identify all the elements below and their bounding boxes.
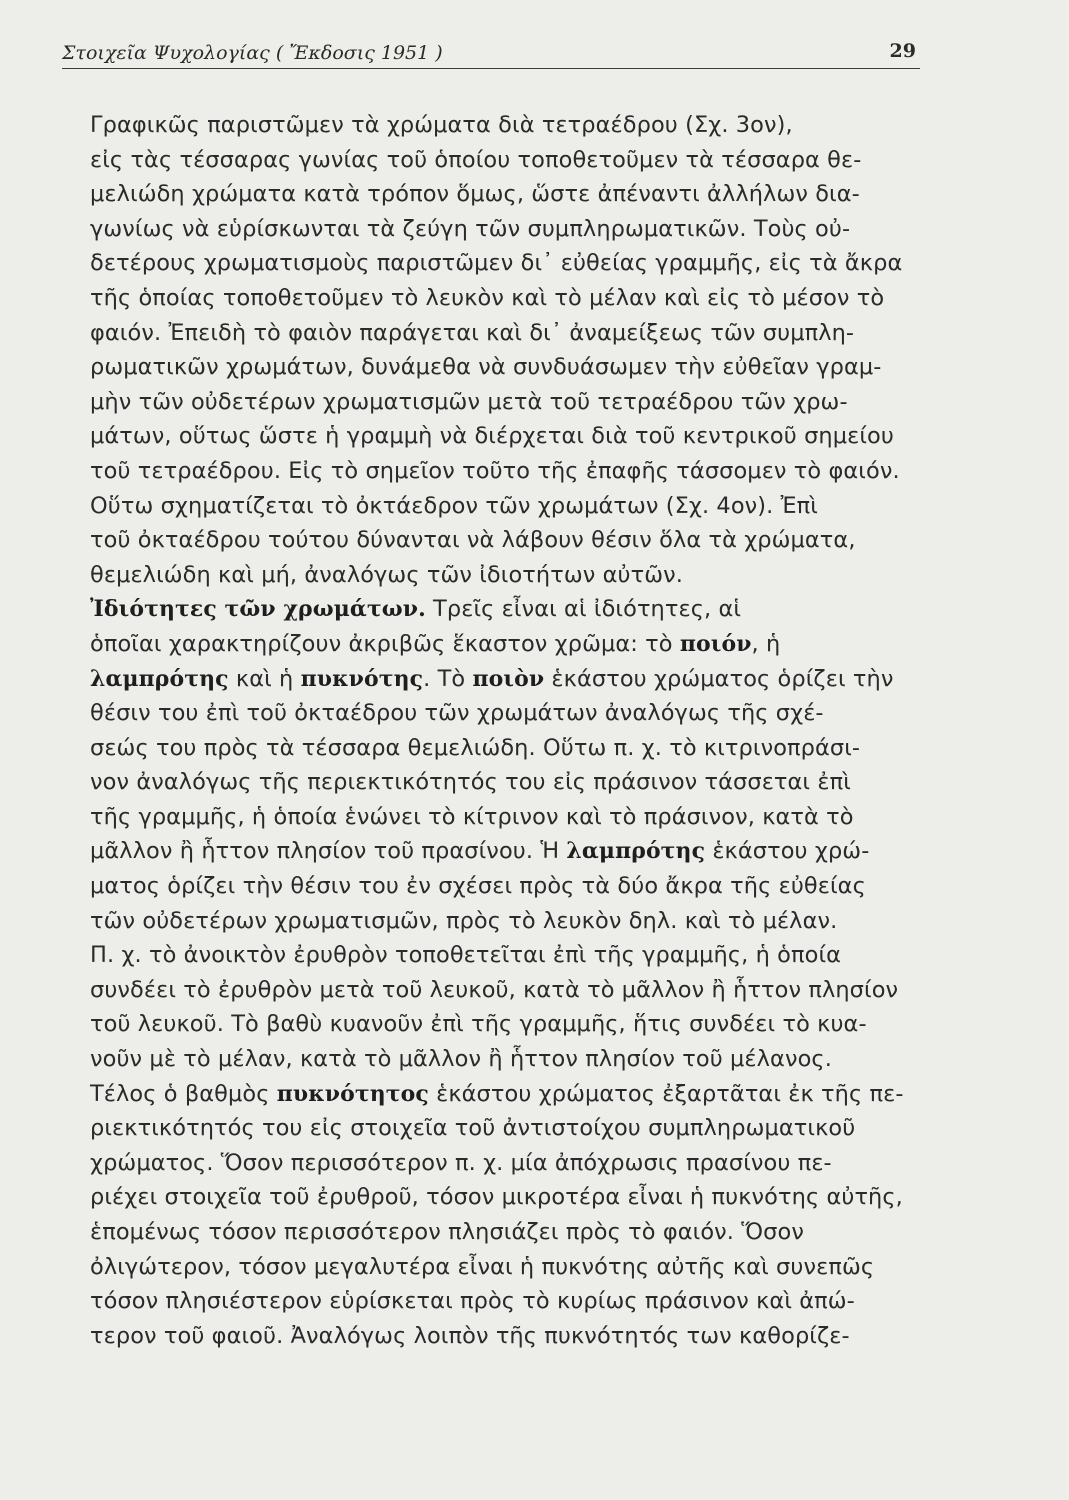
text-line xyxy=(90,212,948,247)
text-line xyxy=(90,350,948,385)
bold-term: ποιόν xyxy=(679,630,752,657)
text-line xyxy=(90,489,948,524)
text-run: εἰς τὰς τέσσαρας γωνίας τοῦ ὁποίου τοποθετοῦμεν τὰ τέσσαρα θε- xyxy=(90,146,862,173)
text-line xyxy=(90,1180,948,1215)
text-line xyxy=(90,1146,948,1181)
text-run: ματος ὁρίζει τὴν θέσιν του ἐν σχέσει πρὸς τὰ δύο ἄκρα τῆς εὐθείας xyxy=(90,873,866,900)
text-run: ἑκάστου χρώματος ἐξαρτᾶται ἐκ τῆς πε- xyxy=(428,1080,904,1107)
text-line xyxy=(90,696,948,731)
body-text xyxy=(90,108,950,1353)
text-line xyxy=(90,627,948,662)
text-run: δετέρους χρωματισμοὺς παριστῶμεν δι᾿ εὐθείας γραμμῆς, εἰς τὰ ἄκρα xyxy=(90,250,903,277)
text-run: νον ἀναλόγως τῆς περιεκτικότητός του εἰς πράσινον τάσσεται ἐπὶ xyxy=(90,769,851,796)
text-run: Π. χ. τὸ ἀνοικτὸν ἐρυθρὸν τοποθετεῖται ἐπὶ τῆς γραμμῆς, ἡ ὁποία xyxy=(90,942,842,969)
text-run: τῶν οὐδετέρων χρωματισμῶν, πρὸς τὸ λευκὸν δηλ. καὶ τὸ μέλαν. xyxy=(90,907,838,934)
text-run: ὁποῖαι χαρακτηρίζουν ἀκριβῶς ἕκαστον χρῶμα: τὸ xyxy=(90,630,680,657)
text-run: τοῦ ὀκταέδρου τούτου δύνανται νὰ λάβουν θέσιν ὅλα τὰ χρώματα, xyxy=(90,527,856,554)
bold-term: λαμπρότης xyxy=(566,838,706,865)
text-run: , ἡ xyxy=(751,630,781,657)
text-line xyxy=(90,558,948,593)
text-run: καὶ ἡ xyxy=(228,665,301,692)
bold-term: πυκνότης xyxy=(300,665,424,692)
bold-term: Ἰδιότητες τῶν χρωμάτων. xyxy=(90,596,426,623)
text-line xyxy=(90,316,948,351)
bold-term: πυκνότητος xyxy=(276,1080,429,1107)
text-line xyxy=(90,800,948,835)
running-header xyxy=(62,40,920,69)
text-run: τοῦ τετραέδρου. Εἰς τὸ σημεῖον τοῦτο τῆς ἐπαφῆς τάσσομεν τὸ φαιόν. xyxy=(90,457,900,484)
text-line xyxy=(90,523,948,558)
text-line xyxy=(90,731,948,766)
text-run: συνδέει τὸ ἐρυθρὸν μετὰ τοῦ λευκοῦ, κατὰ τὸ μᾶλλον ἢ ἧττον πλησίον xyxy=(90,976,899,1003)
text-run: ἑκάστου χρώ- xyxy=(705,838,870,865)
text-run: Οὕτω σχηματίζεται τὸ ὀκτάεδρον τῶν χρωμάτων (Σχ. 4ον). Ἐπὶ xyxy=(90,492,818,519)
text-line xyxy=(90,246,948,281)
header-title: Στοιχεῖα Ψυχολογίας ( Ἔκδοσις 1951 ) xyxy=(62,42,443,64)
text-line xyxy=(90,1111,948,1146)
text-run: τερον τοῦ φαιοῦ. Ἀναλόγως λοιπὸν τῆς πυκνότητός των καθορίζε- xyxy=(90,1322,850,1349)
text-run: ριέχει στοιχεῖα τοῦ ἐρυθροῦ, τόσον μικροτέρα εἶναι ἡ πυκνότης αὐτῆς, xyxy=(90,1184,903,1211)
text-run: Γραφικῶς παριστῶμεν τὰ χρώματα διὰ τετραέδρου (Σχ. 3ον), xyxy=(90,112,793,138)
text-run: θεμελιώδη καὶ μή, ἀναλόγως τῶν ἰδιοτήτων αὐτῶν. xyxy=(90,561,683,588)
text-line xyxy=(90,1042,948,1077)
text-line xyxy=(90,454,948,489)
text-run: τῆς ὁποίας τοποθετοῦμεν τὸ λευκὸν καὶ τὸ μέλαν καὶ εἰς τὸ μέσον τὸ xyxy=(90,284,885,311)
text-line xyxy=(90,108,948,143)
text-run: μὴν τῶν οὐδετέρων χρωματισμῶν μετὰ τοῦ τετραέδρου τῶν χρω- xyxy=(90,388,848,415)
text-line xyxy=(90,1215,948,1250)
text-run: μελιώδη χρώματα κατὰ τρόπον ὅμως, ὥστε ἀπέναντι ἀλλήλων δια- xyxy=(90,181,860,208)
text-line xyxy=(90,1284,948,1319)
text-line xyxy=(90,281,948,316)
text-run: Τρεῖς εἶναι αἱ ἰδιότητες, αἱ xyxy=(425,596,742,623)
text-run: ὀλιγώτερον, τόσον μεγαλυτέρα εἶναι ἡ πυκνότης αὐτῆς καὶ συνεπῶς xyxy=(90,1253,875,1280)
text-run: ρωματικῶν χρωμάτων, δυνάμεθα νὰ συνδυάσωμεν τὴν εὐθεῖαν γραμ- xyxy=(90,354,882,381)
text-run: χρώματος. Ὅσον περισσότερον π. χ. μία ἀπόχρωσις πρασίνου πε- xyxy=(90,1149,832,1176)
text-run: ἑκάστου χρώματος ὁρίζει τὴν xyxy=(544,665,894,692)
bold-term: ποιὸν xyxy=(472,665,545,692)
text-line xyxy=(90,938,948,973)
text-run: τόσον πλησιέστερον εὑρίσκεται πρὸς τὸ κυρίως πράσινον καὶ ἀπώ- xyxy=(90,1288,855,1315)
text-line xyxy=(90,385,948,420)
text-run: μᾶλλον ἢ ἧττον πλησίον τοῦ πρασίνου. Ἡ xyxy=(90,838,567,865)
text-run: . Τὸ xyxy=(423,665,473,692)
text-run: τῆς γραμμῆς, ἡ ὁποία ἑνώνει τὸ κίτρινον καὶ τὸ πράσινον, κατὰ τὸ xyxy=(90,803,854,830)
text-line xyxy=(90,1250,948,1285)
text-run: φαιόν. Ἐπειδὴ τὸ φαιὸν παράγεται καὶ δι᾿ ἀναμείξεως τῶν συμπλη- xyxy=(90,319,855,346)
text-run: μάτων, οὕτως ὥστε ἡ γραμμὴ νὰ διέρχεται διὰ τοῦ κεντρικοῦ σημείου xyxy=(90,423,894,450)
text-line xyxy=(90,143,948,178)
text-line xyxy=(90,834,948,869)
text-run: ἑπομένως τόσον περισσότερον πλησιάζει πρὸς τὸ φαιόν. Ὅσον xyxy=(90,1219,804,1245)
text-line xyxy=(90,1319,948,1354)
text-line xyxy=(90,904,948,939)
text-line xyxy=(90,592,948,627)
text-line xyxy=(90,1007,948,1042)
text-line xyxy=(90,765,948,800)
text-run: σεώς του πρὸς τὰ τέσσαρα θεμελιώδη. Οὕτω π. χ. τὸ κιτρινοπράσι- xyxy=(90,734,861,761)
text-run: νοῦν μὲ τὸ μέλαν, κατὰ τὸ μᾶλλον ἢ ἧττον πλησίον τοῦ μέλανος. xyxy=(90,1046,832,1073)
text-line xyxy=(90,973,948,1008)
text-run: ριεκτικότητός του εἰς στοιχεῖα τοῦ ἀντιστοίχου συμπληρωματικοῦ xyxy=(90,1115,856,1142)
text-line xyxy=(90,419,948,454)
bold-term: λαμπρότης xyxy=(90,665,229,692)
text-run: θέσιν του ἐπὶ τοῦ ὀκταέδρου τῶν χρωμάτων ἀναλόγως τῆς σχέ- xyxy=(90,700,824,727)
text-run: Τέλος ὁ βαθμὸς xyxy=(90,1080,277,1107)
text-run: γωνίως νὰ εὑρίσκωνται τὰ ζεύγη τῶν συμπληρωματικῶν. Τοὺς οὐ- xyxy=(90,215,851,242)
text-line xyxy=(90,177,948,212)
text-run: τοῦ λευκοῦ. Τὸ βαθὺ κυανοῦν ἐπὶ τῆς γραμμῆς, ἥτις συνδέει τὸ κυα- xyxy=(90,1011,867,1038)
text-line xyxy=(90,662,948,697)
page-number: 29 xyxy=(889,40,916,62)
text-line xyxy=(90,1077,948,1112)
text-line xyxy=(90,869,948,904)
